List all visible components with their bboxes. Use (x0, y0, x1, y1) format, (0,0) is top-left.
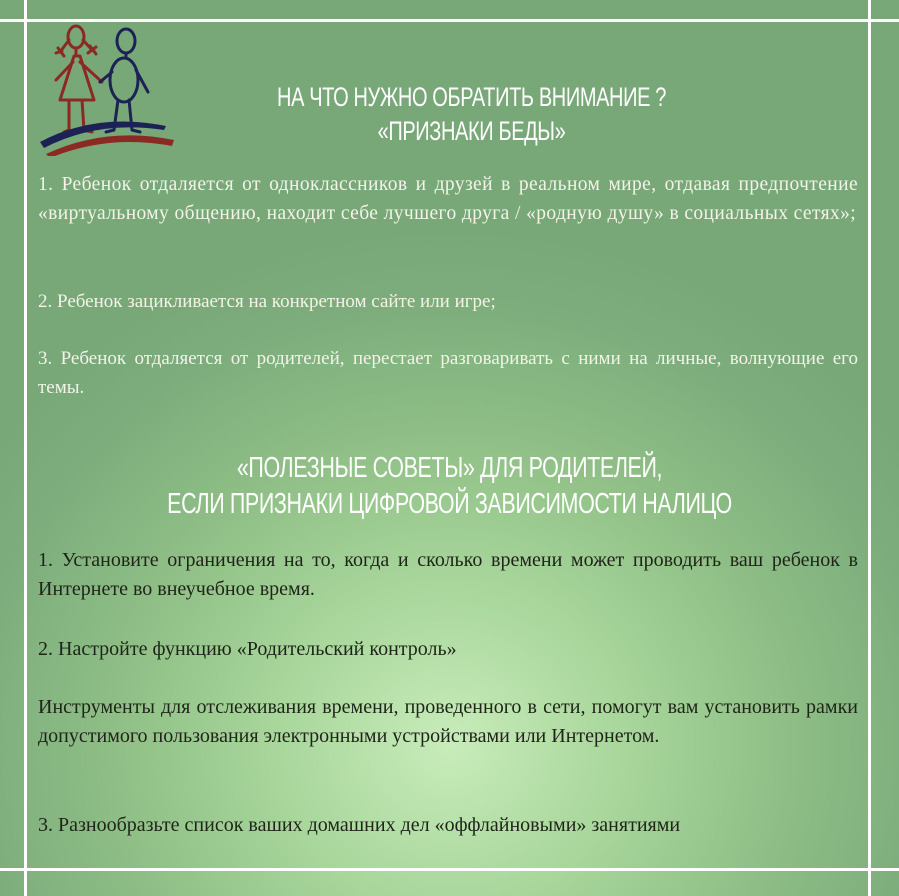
tips-heading-line-1: «ПОЛЕЗНЫЕ СОВЕТЫ» ДЛЯ РОДИТЕЛЕЙ, (236, 452, 663, 484)
warning-item-2: 2. Ребенок зацикливается на конкретном сайте или игре; (38, 291, 496, 312)
advice-item-3: 3. Разнообразьте список ваших домашних дел «оффлайновыми» занятиями (38, 814, 681, 836)
warning-heading-line-1: НА ЧТО НУЖНО ОБРАТИТЬ ВНИМАНИЕ ? (277, 82, 666, 112)
frame-line-bottom (0, 868, 899, 871)
warning-signs-heading (0, 80, 899, 148)
advice-item-1: 1. Установите ограничения на то, когда и сколько времени может проводить ваш ребенок в Интернете во внеучебное время. (38, 549, 858, 600)
warning-item-3: 3. Ребенок отдаляется от родителей, перестает разговаривать с ними на личные, волнующие его темы. (38, 348, 858, 398)
advice-item-2: 2. Настройте функцию «Родительский контроль» (38, 638, 457, 660)
tips-heading-line-2: ЕСЛИ ПРИЗНАКИ ЦИФРОВОЙ ЗАВИСИМОСТИ НАЛИЦО (167, 488, 732, 520)
advice-item-2-detail: Инструменты для отслеживания времени, проведенного в сети, помогут вам установить рамки допустимого пользования электронными устройствами или Интернетом. (38, 696, 858, 747)
warning-item-1: 1. Ребенок отдаляется от одноклассников и друзей в реальном мире, отдавая предпочтение «виртуальному общению, находит себе лучшего друга / «родную душу» в социальных сетях»; (38, 174, 858, 224)
useful-tips-heading (0, 450, 899, 522)
warning-heading-line-2: «ПРИЗНАКИ БЕДЫ» (377, 116, 566, 146)
